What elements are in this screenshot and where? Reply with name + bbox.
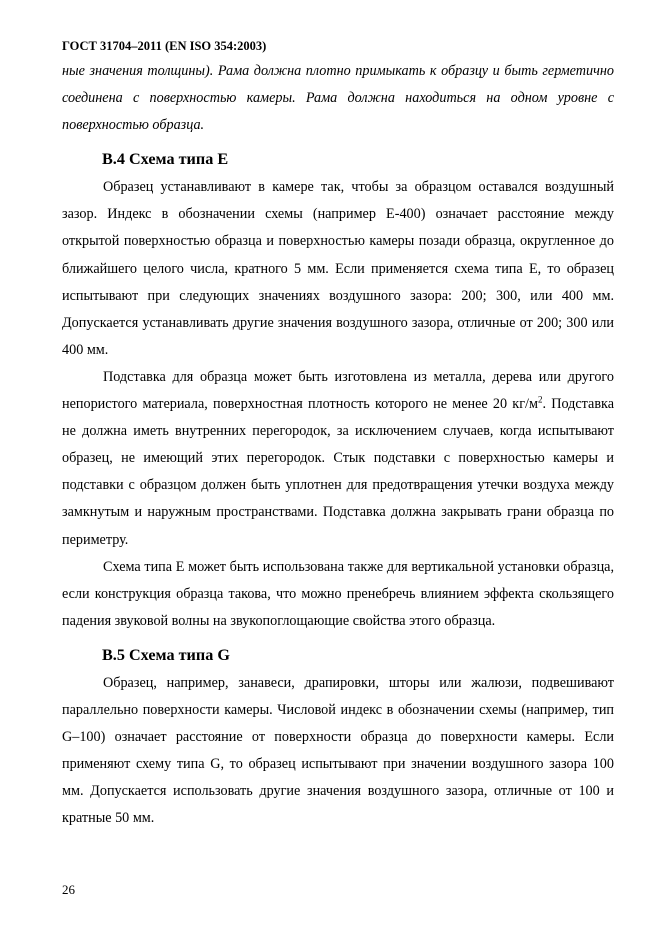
page-number: 26 bbox=[62, 882, 75, 897]
paragraph-b4-3: Схема типа Е может быть использована также для вертикальной установки образца, если конструкция образца такова, что можно пренебречь влиянием эффекта скользящего падения звуковой волны на звукопоглощающие свойства этого образца. bbox=[62, 558, 614, 629]
paragraph-b5-1: Образец, например, занавеси, драпировки, шторы или жалюзи, подвешивают параллельно поверхности камеры. Числовой индекс в обозначении схемы (например, тип G–100) означает расстояние от поверхности образца до поверхности камеры. Если применяют схему типа G, то образец испытывают при значении воздушного зазора 100 мм. Допускается использовать другие значения воздушного зазора, отличные от 100 и кратные 50 мм. bbox=[62, 674, 614, 827]
section-heading-b5: В.5 Схема типа G bbox=[102, 645, 230, 664]
paragraph-b4-2-text-end: . Подставка не должна иметь внутренних перегородок, за исключением случаев, когда испытывают образец, не имеющий этих перегородок. Стык подставки с поверхностью камеры и подставки с образцом должен быть уплотнен для предотвращения утечки воздуха между замкнутым и наружным пространствами. Подставка должна закрывать грани образца по периметру. bbox=[62, 396, 614, 548]
superscript-exponent: 2 bbox=[537, 394, 543, 405]
paragraph-b4-2 bbox=[62, 364, 614, 554]
section-heading-b4: В.4 Схема типа Е bbox=[102, 150, 229, 169]
paragraph-b4-1: Образец устанавливают в камере так, чтобы за образцом оставался воздушный зазор. Индекс в обозначении схемы (например Е-400) означает расстояние между открытой поверхностью образца и поверхностью камеры позади образца, округленное до ближайшего целого числа, кратного 5 мм. Если применяется схема типа Е, то образец испытывают при следующих значениях воздушного зазора: 200; 300, или 400 мм. Допускается устанавливать другие значения воздушного зазора, отличные от 200; 300 или 400 мм. bbox=[62, 179, 614, 358]
document-page bbox=[62, 37, 614, 832]
paragraph-b4-2-text-start: Подставка для образца может быть изготовлена из металла, дерева или другого непористого материала, поверхностная плотность которого не менее 20 кг/м bbox=[62, 368, 614, 413]
intro-paragraph: ные значения толщины). Рама должна плотно примыкать к образцу и быть герметично соединена с поверхностью камеры. Рама должна находиться на одном уровне с поверхностью образца. bbox=[62, 63, 614, 134]
document-header: ГОСТ 31704–2011 (EN ISO 354:2003) bbox=[62, 39, 267, 53]
